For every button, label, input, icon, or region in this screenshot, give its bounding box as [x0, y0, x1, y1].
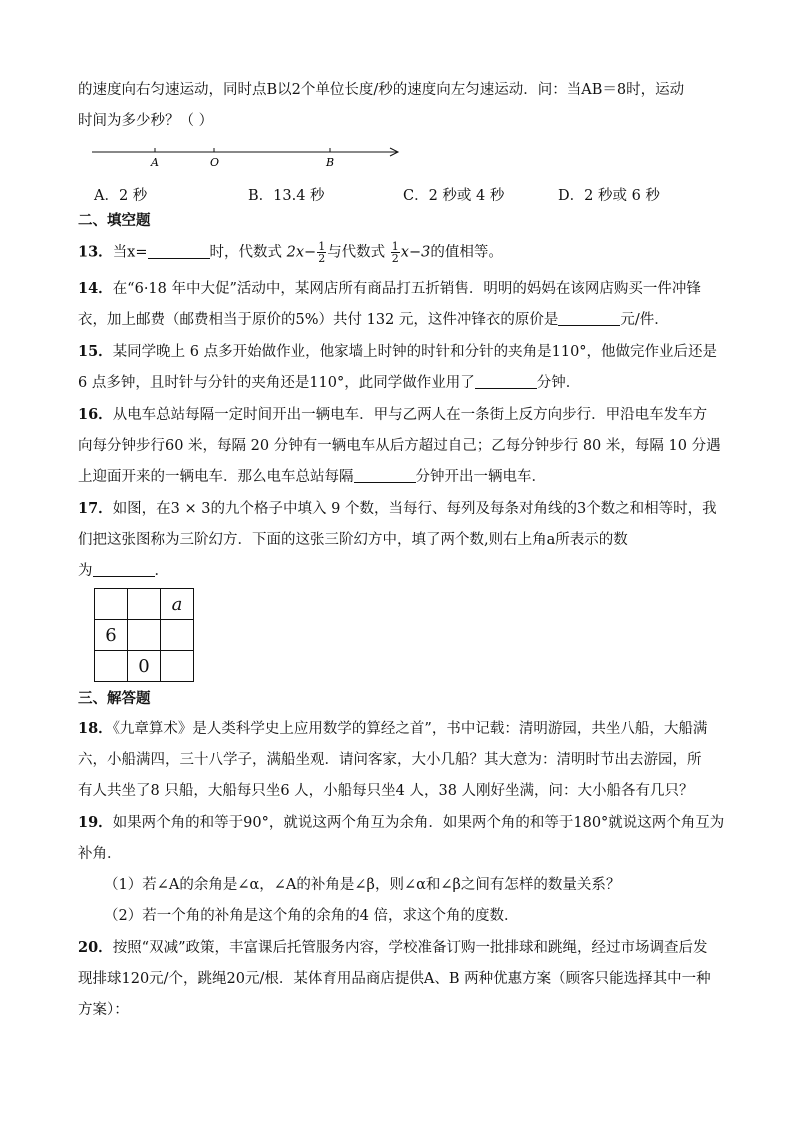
- q12-line-1: 的速度向右匀速运动，同时点B以2个单位长度/秒的速度向左匀速运动．问：当AB＝8时，运动: [78, 82, 685, 98]
- grid-cell-a: a: [161, 589, 194, 620]
- q18-line-1: 18．《九章算术》是人类科学史上应用数学的算经之首”，书中记载：清明游园，共坐八船，大船满: [78, 720, 708, 737]
- q13-expr2: x−3: [400, 244, 431, 261]
- q18-line-3: 有人共坐了8 只船，大船每只坐6 人，小船每只坐4 人，38 人刚好坐满，问：大小船各有几只？: [78, 783, 694, 799]
- q19-sub-2: （2）若一个角的补角是这个角的余角的4 倍，求这个角的度数．: [104, 908, 519, 924]
- q14-line-2: 衣，加上邮费（邮费相当于原价的5%）共付 132 元，这件冲锋衣的原价是 元/件．: [78, 312, 669, 328]
- q19-line-1: 19．如果两个角的和等于90°，就说这两个角互为余角．如果两个角的和等于180°就说这两个角互为: [78, 814, 725, 831]
- q19-sub-1: （1）若∠A的余角是∠α，∠A的补角是∠β，则∠α和∠β之间有怎样的数量关系？: [104, 877, 621, 893]
- q15-line-1: 15．某同学晚上 6 点多开始做作业，他家墙上时钟的时针和分针的夹角是110°，他做完作业后还是: [78, 343, 718, 360]
- q17-line-2: 们把这张图称为三阶幻方．下面的这张三阶幻方中，填了两个数,则右上角a所表示的数: [78, 532, 628, 548]
- q19-line-2: 补角．: [78, 846, 122, 862]
- number-line-figure: [92, 140, 404, 170]
- q17-line-1: 17．如图，在3 × 3的九个格子中填入 9 个数，当每行、每列及每条对角线的3个数之和相等时，我: [78, 500, 717, 517]
- grid-cell: [95, 589, 128, 620]
- q16-line-1: 16．从电车总站每隔一定时间开出一辆电车．甲与乙两人在一条街上反方向步行．甲沿电车发车方: [78, 406, 708, 423]
- q13-number: 13．: [78, 243, 113, 261]
- q12-line-2: 时间为多少秒？（ ）: [78, 113, 214, 129]
- q20-line-3: 方案）：: [78, 1002, 129, 1018]
- label-o: O: [210, 156, 220, 169]
- grid-cell: [161, 651, 194, 682]
- grid-cell-6: 6: [95, 620, 128, 651]
- q16-answer-blank[interactable]: [354, 468, 416, 483]
- q17-answer-blank[interactable]: [93, 562, 155, 577]
- grid-cell: [95, 651, 128, 682]
- q12-option-b: B．13.4 秒: [248, 188, 325, 204]
- q14-line-1: 14．在“6·18 年中大促”活动中，某网店所有商品打五折销售．明明的妈妈在该网店购买一件冲锋: [78, 280, 701, 297]
- q14-answer-blank[interactable]: [558, 311, 620, 326]
- grid-cell: [128, 589, 161, 620]
- q16-line-3: 上迎面开来的一辆电车．那么电车总站每隔 分钟开出一辆电车．: [78, 469, 546, 485]
- section-title-solve: 三、解答题: [78, 691, 151, 707]
- q13-answer-blank[interactable]: [148, 244, 210, 259]
- section-title-fill-in: 二、填空题: [78, 213, 151, 229]
- grid-cell: [128, 620, 161, 651]
- label-b: B: [326, 156, 335, 169]
- q20-line-1: 20．按照“双减”政策，丰富课后托管服务内容，学校准备订购一批排球和跳绳，经过市场调查后发: [78, 939, 708, 956]
- grid-cell-0: 0: [128, 651, 161, 682]
- q13-mid2: 与代数式: [327, 244, 386, 261]
- q18-line-2: 六，小船满四，三十八学子，满船坐观．请问客家，大小几船？其大意为：清明时节出去游园，所: [78, 752, 702, 768]
- q16-line-2: 向每分钟步行60 米，每隔 20 分钟有一辆电车从后方超过自己；乙每分钟步行 80 米，每隔 10 分遇: [78, 438, 721, 454]
- q20-line-2: 现排球120元/个，跳绳20元/根．某体育用品商店提供A、B 两种优惠方案（顾客只能选择其中一种: [78, 971, 711, 987]
- label-a: A: [151, 156, 159, 169]
- q13-mid: 时，代数式: [209, 244, 283, 261]
- q12-option-c: C．2 秒或 4 秒: [403, 188, 505, 204]
- q13-expr1: 2x−: [286, 244, 317, 261]
- q13-post: 的值相等。: [430, 244, 503, 261]
- q15-line-2: 6 点多钟，且时针与分针的夹角还是110°，此同学做作业用了 分钟．: [78, 375, 581, 391]
- magic-square-grid: [94, 588, 194, 682]
- q13-pre: 当x=: [112, 244, 148, 261]
- q13: [78, 241, 503, 264]
- q15-answer-blank[interactable]: [475, 374, 537, 389]
- q12-option-d: D．2 秒或 6 秒: [558, 188, 660, 204]
- q13-fraction-1: $\frac{1}{2}$: [318, 240, 326, 265]
- grid-cell: [161, 620, 194, 651]
- q13-fraction-2: $\frac{1}{2}$: [391, 240, 399, 265]
- q17-line-3: 为 ．: [78, 563, 169, 579]
- q12-option-a: A．2 秒: [94, 188, 148, 204]
